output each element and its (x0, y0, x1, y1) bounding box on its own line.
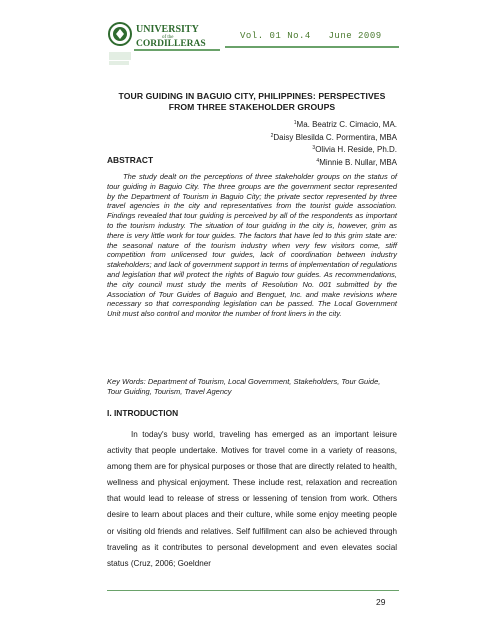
author-list (200, 118, 397, 168)
page-number: 29 (376, 597, 386, 607)
paper-title: TOUR GUIDING IN BAGUIO CITY, PHILIPPINES: PERSPECTIVES FROM THREE STAKEHOLDER GROUPS (118, 91, 386, 112)
svg-text:CORDILLERAS: CORDILLERAS (136, 39, 206, 49)
author-4: $^4$Minnie B. Nullar, MBA (316, 157, 397, 167)
author-1: $^1$Ma. Beatriz C. Cimacio, MA. (293, 120, 397, 129)
abstract-heading: ABSTRACT (107, 155, 154, 165)
keywords: Key Words: Department of Tourism, Local Government, Stakeholders, Tour Guide, Tour Guiding, Tourism, Travel Agency (107, 377, 381, 396)
svg-text:of the: of the (162, 35, 174, 40)
abstract-text: The study dealt on the perceptions of three stakeholder groups on the status of tour guiding in Baguio City. The three groups are the government sector represented by the Department of Tourism in Baguio City; the private sector represented by three travel agencies in the city and representatives from the tourist guide association. Findings revealed that tour guiding is perceived by all of the respondents as important to the tourism industry. The situation of tour guiding in the city is, however, grim as there is very little work for tour guides. The factors that have led to this grim state are: the seasonal nature of the tourism industry when very few visitors come, stiff competition from unlicensed tour guides, lack of coordination between industry stakeholders; and lack of government support in terms of implementation of regulations and legislation that will protect the rights of Baguio tour guides. As recommendations, the city council must study the merits of Resolution No. 001 submitted by the Association of Tour Guides of Baguio and Benguet, Inc. and make revisions where necessary so that corresponding legislation can be passed. The Local Government Unit must also control and monitor the number of front liners in the city. (107, 172, 397, 319)
author-2: $^2$Daisy Blesilda C. Pormentira, MBA (270, 132, 397, 142)
university-logo (107, 18, 224, 70)
footer-rule (107, 590, 399, 591)
svg-text:UNIVERSITY: UNIVERSITY (136, 24, 199, 35)
introduction-text: In today's busy world, traveling has emerged as an important leisure activity that people undertake. Motives for travel come in a variety of reasons, among them are for physical purposes or those that are directly related to health, wellness and physical enjoyment. These include rest, relaxation and recreation that would lead to release of stress or lessening of tension from work. Others desire to learn about places and their culture, while some enjoy meeting people or visiting old friends and relatives. Self fulfillment can also be achieved through traveling as it contributes to personal development and even elevates social status (Cruz, 2006; Goeldner (107, 430, 397, 568)
masthead-rule (225, 46, 399, 48)
introduction-heading: I. INTRODUCTION (107, 408, 179, 418)
author-3: $^3$Olivia H. Reside, Ph.D. (312, 145, 397, 154)
volume-issue: Vol. 01 No.4 June 2009 (240, 31, 382, 41)
